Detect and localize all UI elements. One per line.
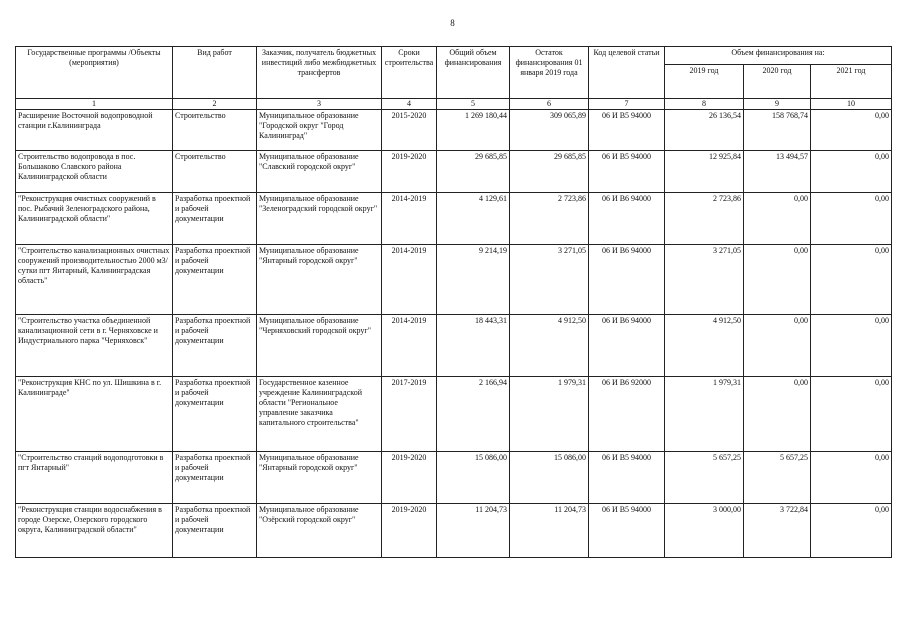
cell-code: 06 И В5 94000 [589,452,665,504]
header-program: Государственные программы /Объекты (мероприятия) [16,47,173,99]
cell-customer: Государственное казенное учреждение Калининградской области "Региональное управление заказчика капитального строительства" [257,377,382,452]
header-code: Код целевой статьи [589,47,665,99]
cell-work-type: Разработка проектной и рабочей документации [173,377,257,452]
column-number: 5 [437,99,510,110]
cell-total: 15 086,00 [437,452,510,504]
header-customer: Заказчик, получатель бюджетных инвестиций либо межбюджетных трансфертов [257,47,382,99]
cell-work-type: Разработка проектной и рабочей документации [173,193,257,245]
cell-term: 2014-2019 [382,315,437,377]
cell-total: 2 166,94 [437,377,510,452]
cell-2021: 0,00 [811,110,892,151]
cell-2021: 0,00 [811,452,892,504]
column-number: 2 [173,99,257,110]
column-number: 8 [665,99,744,110]
cell-term: 2017-2019 [382,377,437,452]
cell-2019: 3 271,05 [665,245,744,315]
cell-remaining: 4 912,50 [510,315,589,377]
cell-work-type: Строительство [173,151,257,193]
cell-program: Расширение Восточной водопроводной станции г.Калининграда [16,110,173,151]
cell-customer: Муниципальное образование "Черняховский городской округ" [257,315,382,377]
cell-remaining: 3 271,05 [510,245,589,315]
header-work-type: Вид работ [173,47,257,99]
cell-2020: 0,00 [744,245,811,315]
cell-program: "Реконструкция станции водоснабжения в городе Озерске, Озерского городского округа, Калининградской области" [16,504,173,558]
cell-total: 18 443,31 [437,315,510,377]
cell-code: 06 И В6 94000 [589,193,665,245]
cell-total: 1 269 180,44 [437,110,510,151]
header-year-2019: 2019 год [665,65,744,99]
cell-total: 9 214,19 [437,245,510,315]
cell-program: "Строительство канализационных очистных сооружений производительностью 2000 м3/сутки пгт Янтарный, Калининградская область" [16,245,173,315]
table-row [16,151,892,193]
cell-remaining: 309 065,89 [510,110,589,151]
cell-customer: Муниципальное образование "Янтарный городской округ" [257,452,382,504]
column-number: 10 [811,99,892,110]
cell-term: 2014-2019 [382,193,437,245]
cell-code: 06 И В5 94000 [589,504,665,558]
header-total: Общий объем финансирования [437,47,510,99]
cell-customer: Муниципальное образование "Зеленоградский городской округ" [257,193,382,245]
table-row [16,377,892,452]
cell-remaining: 15 086,00 [510,452,589,504]
cell-remaining: 11 204,73 [510,504,589,558]
cell-2021: 0,00 [811,245,892,315]
cell-remaining: 2 723,86 [510,193,589,245]
column-number: 4 [382,99,437,110]
cell-customer: Муниципальное образование "Славский городской округ" [257,151,382,193]
cell-2020: 5 657,25 [744,452,811,504]
cell-2019: 1 979,31 [665,377,744,452]
cell-customer: Муниципальное образование "Городской округ "Город Калининград" [257,110,382,151]
cell-program: Строительство водопровода в пос. Большаково Славского района Калининградской области [16,151,173,193]
cell-total: 29 685,85 [437,151,510,193]
cell-remaining: 29 685,85 [510,151,589,193]
cell-code: 06 И В5 94000 [589,151,665,193]
cell-program: "Строительство станций водоподготовки в пгт Янтарный" [16,452,173,504]
header-term: Сроки строительства [382,47,437,99]
cell-term: 2019-2020 [382,452,437,504]
cell-term: 2019-2020 [382,151,437,193]
cell-work-type: Строительство [173,110,257,151]
cell-2019: 4 912,50 [665,315,744,377]
cell-2020: 158 768,74 [744,110,811,151]
table-row [16,315,892,377]
cell-2020: 13 494,57 [744,151,811,193]
cell-program: "Реконструкция КНС по ул. Шишкина в г. Калининграде" [16,377,173,452]
header-year-2021: 2021 год [811,65,892,99]
cell-2021: 0,00 [811,193,892,245]
cell-program: "Строительство участка объединенной канализационной сети в г. Черняховске и Индустриального парка "Черняховск" [16,315,173,377]
cell-work-type: Разработка проектной и рабочей документации [173,452,257,504]
header-year-2020: 2020 год [744,65,811,99]
cell-total: 4 129,61 [437,193,510,245]
table-row [16,110,892,151]
column-number: 9 [744,99,811,110]
cell-2020: 3 722,84 [744,504,811,558]
cell-2020: 0,00 [744,315,811,377]
column-number: 6 [510,99,589,110]
page-number: 8 [450,18,455,28]
cell-program: "Реконструкция очистных сооружений в пос. Рыбачий Зеленоградского района, Калининградской области" [16,193,173,245]
financing-table [15,46,892,558]
cell-term: 2014-2019 [382,245,437,315]
cell-work-type: Разработка проектной и рабочей документации [173,504,257,558]
cell-customer: Муниципальное образование "Янтарный городской округ" [257,245,382,315]
cell-2020: 0,00 [744,377,811,452]
cell-remaining: 1 979,31 [510,377,589,452]
cell-2021: 0,00 [811,315,892,377]
column-number: 3 [257,99,382,110]
table-row [16,245,892,315]
cell-work-type: Разработка проектной и рабочей документации [173,315,257,377]
cell-2019: 3 000,00 [665,504,744,558]
cell-2019: 26 136,54 [665,110,744,151]
cell-2021: 0,00 [811,504,892,558]
table-row [16,452,892,504]
cell-term: 2019-2020 [382,504,437,558]
table-row [16,193,892,245]
cell-work-type: Разработка проектной и рабочей документации [173,245,257,315]
cell-code: 06 И В5 94000 [589,110,665,151]
cell-2020: 0,00 [744,193,811,245]
cell-code: 06 И В6 92000 [589,377,665,452]
column-number: 1 [16,99,173,110]
column-number: 7 [589,99,665,110]
header-remaining: Остаток финансирования 01 января 2019 года [510,47,589,99]
cell-code: 06 И В6 94000 [589,245,665,315]
table-row [16,504,892,558]
cell-customer: Муниципальное образование "Озёрский городской округ" [257,504,382,558]
header-volume: Объем финансирования на: [665,47,892,65]
cell-2021: 0,00 [811,377,892,452]
cell-code: 06 И В6 94000 [589,315,665,377]
cell-2019: 12 925,84 [665,151,744,193]
cell-2019: 2 723,86 [665,193,744,245]
cell-2021: 0,00 [811,151,892,193]
cell-2019: 5 657,25 [665,452,744,504]
cell-term: 2015-2020 [382,110,437,151]
cell-total: 11 204,73 [437,504,510,558]
